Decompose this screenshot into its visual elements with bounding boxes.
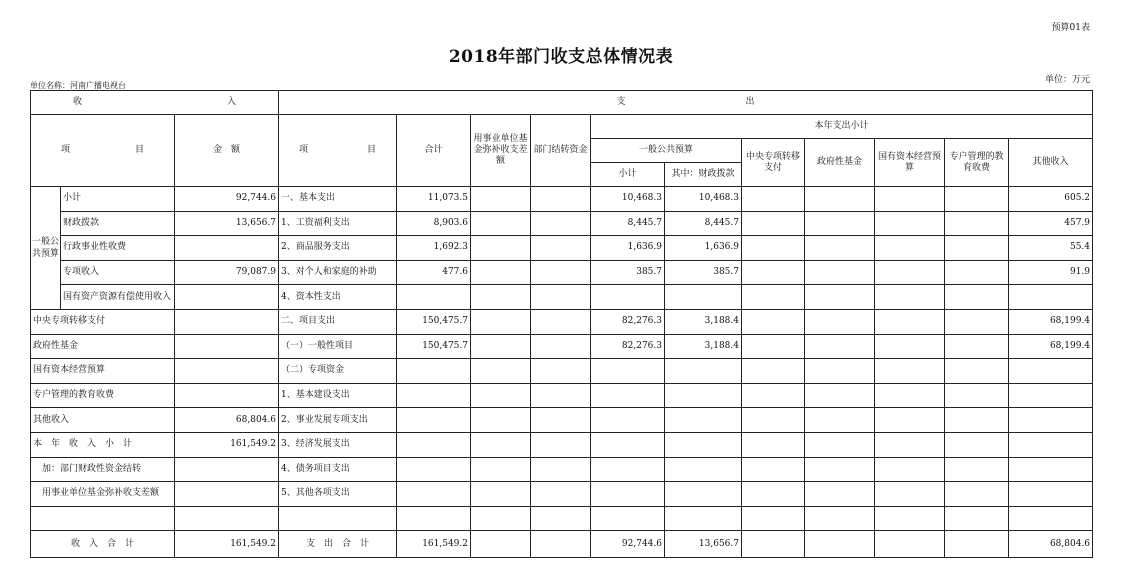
total-header: 合计 (397, 115, 471, 187)
edu-cell (945, 236, 1009, 261)
central-cell (742, 260, 805, 285)
other-cell (1009, 383, 1093, 408)
gov-cell (805, 236, 875, 261)
carry-cell (531, 531, 591, 558)
subtotal-cell (591, 506, 665, 531)
income-item-cell: 财政拨款 (61, 211, 175, 236)
carry-cell (531, 408, 591, 433)
central-cell (742, 359, 805, 384)
state-cell (875, 408, 945, 433)
exp-item-cell: 2、商品服务支出 (279, 236, 397, 261)
edu-cell (945, 359, 1009, 384)
other-cell (1009, 359, 1093, 384)
total-cell (397, 408, 471, 433)
dept-carryover-header: 部门结转资金 (531, 115, 591, 187)
total-cell: 477.6 (397, 260, 471, 285)
income-amount-cell (175, 457, 279, 482)
subtotal-cell (591, 285, 665, 310)
income-item-cell: 政府性基金 (31, 334, 175, 359)
edu-cell (945, 309, 1009, 334)
table-row (31, 334, 1093, 359)
carry-cell (531, 506, 591, 531)
state-cell (875, 309, 945, 334)
exp-item-cell: 1、工资福利支出 (279, 211, 397, 236)
fiscal-cell (665, 383, 742, 408)
carry-cell (531, 482, 591, 507)
total-cell (397, 457, 471, 482)
central-cell (742, 285, 805, 310)
fiscal-cell (665, 408, 742, 433)
edu-cell (945, 531, 1009, 558)
gov-cell (805, 408, 875, 433)
income-amount-cell: 13,656.7 (175, 211, 279, 236)
state-cell (875, 334, 945, 359)
fund-cell (471, 187, 531, 212)
income-item-cell: 小计 (61, 187, 175, 212)
state-cell (875, 359, 945, 384)
gov-cell (805, 211, 875, 236)
central-cell (742, 236, 805, 261)
carry-cell (531, 187, 591, 212)
gov-cell (805, 260, 875, 285)
edu-cell (945, 482, 1009, 507)
fiscal-cell (665, 457, 742, 482)
subtotal-cell (591, 359, 665, 384)
income-item-cell: 用事业单位基金弥补收支差额 (31, 482, 175, 507)
edu-cell (945, 383, 1009, 408)
exp-item-cell: 4、债务项目支出 (279, 457, 397, 482)
other-income-header: 其他收入 (1009, 139, 1093, 187)
income-amount-cell (175, 236, 279, 261)
subtotal-cell (591, 482, 665, 507)
income-amount-cell (175, 482, 279, 507)
fund-cell (471, 482, 531, 507)
central-cell (742, 408, 805, 433)
table-row (31, 457, 1093, 482)
state-cell (875, 187, 945, 212)
fund-makeup-header: 用事业单位基金弥补收支差额 (471, 115, 531, 187)
state-cell (875, 506, 945, 531)
income-item-cell: 国有资本经营预算 (31, 359, 175, 384)
edu-cell (945, 187, 1009, 212)
gov-cell (805, 506, 875, 531)
central-cell (742, 506, 805, 531)
exp-item-cell: 2、事业发展专项支出 (279, 408, 397, 433)
fund-cell (471, 334, 531, 359)
exp-item-cell: （二）专项资金 (279, 359, 397, 384)
central-cell (742, 482, 805, 507)
subtotal-cell (591, 383, 665, 408)
unit-label: 单位：万元 (1044, 75, 1090, 85)
income-amount-cell: 68,804.6 (175, 408, 279, 433)
other-cell: 68,199.4 (1009, 309, 1093, 334)
carry-cell (531, 309, 591, 334)
central-cell (742, 211, 805, 236)
other-cell: 605.2 (1009, 187, 1093, 212)
state-cell (875, 457, 945, 482)
central-cell (742, 187, 805, 212)
page-title: 2018年部门收支总体情况表 (448, 47, 674, 67)
table-row (31, 482, 1093, 507)
income-item-cell: 加：部门财政性资金结转 (31, 457, 175, 482)
fiscal-cell: 10,468.3 (665, 187, 742, 212)
table-row (31, 383, 1093, 408)
income-item-header: 项 目 (31, 115, 175, 187)
year-subtotal-header: 本年支出小计 (591, 115, 1093, 139)
state-capital-header: 国有资本经营预算 (875, 139, 945, 187)
fiscal-cell: 3,188.4 (665, 334, 742, 359)
state-cell (875, 432, 945, 457)
gov-cell (805, 187, 875, 212)
table-row (31, 285, 1093, 310)
table-row (31, 187, 1093, 212)
exp-item-cell: 支 出 合 计 (279, 531, 397, 558)
fund-cell (471, 531, 531, 558)
income-amount-cell (175, 359, 279, 384)
income-item-cell (31, 506, 175, 531)
fiscal-cell (665, 432, 742, 457)
income-amount-cell (175, 506, 279, 531)
income-amount-cell (175, 309, 279, 334)
subtotal-cell: 385.7 (591, 260, 665, 285)
table-row (31, 531, 1093, 558)
fund-cell (471, 211, 531, 236)
subtotal-cell: 82,276.3 (591, 334, 665, 359)
exp-item-cell: （一）一般性项目 (279, 334, 397, 359)
carry-cell (531, 432, 591, 457)
gov-cell (805, 334, 875, 359)
header-row-1 (31, 91, 1093, 115)
subtotal-header: 小计 (591, 163, 665, 187)
income-item-cell: 专项收入 (61, 260, 175, 285)
total-cell: 150,475.7 (397, 334, 471, 359)
central-transfer-header: 中央专项转移支付 (742, 139, 805, 187)
income-amount-cell: 92,744.6 (175, 187, 279, 212)
state-cell (875, 285, 945, 310)
state-cell (875, 531, 945, 558)
fund-cell (471, 309, 531, 334)
income-item-cell: 本 年 收 入 小 计 (31, 432, 175, 457)
form-number: 预算01表 (1051, 23, 1090, 33)
total-cell (397, 432, 471, 457)
carry-cell (531, 285, 591, 310)
total-cell: 11,073.5 (397, 187, 471, 212)
exp-item-cell: 4、资本性支出 (279, 285, 397, 310)
other-cell (1009, 285, 1093, 310)
fiscal-cell: 3,188.4 (665, 309, 742, 334)
carry-cell (531, 211, 591, 236)
subtotal-cell: 82,276.3 (591, 309, 665, 334)
gov-cell (805, 531, 875, 558)
other-cell: 68,199.4 (1009, 334, 1093, 359)
subtotal-cell: 1,636.9 (591, 236, 665, 261)
fiscal-cell: 8,445.7 (665, 211, 742, 236)
general-budget-group-label: 一般公共预算 (31, 187, 61, 310)
gov-cell (805, 383, 875, 408)
exp-item-cell: 1、基本建设支出 (279, 383, 397, 408)
table-row (31, 260, 1093, 285)
table-row (31, 309, 1093, 334)
income-item-cell: 其他收入 (31, 408, 175, 433)
income-amount-cell: 79,087.9 (175, 260, 279, 285)
other-cell (1009, 432, 1093, 457)
other-cell (1009, 408, 1093, 433)
carry-cell (531, 236, 591, 261)
subtotal-cell: 92,744.6 (591, 531, 665, 558)
fiscal-cell (665, 482, 742, 507)
income-header: 收 入 (31, 91, 279, 115)
gov-cell (805, 309, 875, 334)
fiscal-cell (665, 506, 742, 531)
other-cell (1009, 482, 1093, 507)
exp-item-cell: 3、经济发展支出 (279, 432, 397, 457)
central-cell (742, 334, 805, 359)
fund-cell (471, 506, 531, 531)
fund-cell (471, 260, 531, 285)
gov-cell (805, 457, 875, 482)
exp-item-cell: 3、对个人和家庭的补助 (279, 260, 397, 285)
subtotal-cell (591, 457, 665, 482)
total-cell: 161,549.2 (397, 531, 471, 558)
edu-cell (945, 432, 1009, 457)
carry-cell (531, 359, 591, 384)
gov-fund-header: 政府性基金 (805, 139, 875, 187)
total-cell (397, 383, 471, 408)
fund-cell (471, 432, 531, 457)
exp-item-cell: 5、其他各项支出 (279, 482, 397, 507)
other-cell: 91.9 (1009, 260, 1093, 285)
total-cell (397, 359, 471, 384)
income-item-cell: 国有资产资源有偿使用收入 (61, 285, 175, 310)
exp-item-cell (279, 506, 397, 531)
expense-item-header: 项 目 (279, 115, 397, 187)
exp-item-cell: 一、基本支出 (279, 187, 397, 212)
central-cell (742, 309, 805, 334)
edu-cell (945, 211, 1009, 236)
total-cell (397, 482, 471, 507)
header-row-2 (31, 115, 1093, 139)
central-cell (742, 432, 805, 457)
income-amount-cell (175, 334, 279, 359)
total-cell: 8,903.6 (397, 211, 471, 236)
fund-cell (471, 457, 531, 482)
total-cell (397, 285, 471, 310)
fiscal-cell: 1,636.9 (665, 236, 742, 261)
edu-cell (945, 285, 1009, 310)
exp-item-cell: 二、项目支出 (279, 309, 397, 334)
carry-cell (531, 334, 591, 359)
table-row (31, 408, 1093, 433)
gov-cell (805, 359, 875, 384)
carry-cell (531, 260, 591, 285)
table-row (31, 236, 1093, 261)
general-budget-header: 一般公共预算 (591, 139, 742, 163)
subtotal-cell (591, 432, 665, 457)
edu-cell (945, 408, 1009, 433)
state-cell (875, 236, 945, 261)
subtotal-cell: 8,445.7 (591, 211, 665, 236)
gov-cell (805, 482, 875, 507)
fiscal-cell: 385.7 (665, 260, 742, 285)
central-cell (742, 457, 805, 482)
income-item-cell: 专户管理的教育收费 (31, 383, 175, 408)
income-item-cell: 中央专项转移支付 (31, 309, 175, 334)
edu-cell (945, 457, 1009, 482)
edu-fee-header: 专户管理的教育收费 (945, 139, 1009, 187)
budget-table (30, 90, 1093, 558)
fiscal-cell (665, 359, 742, 384)
other-cell: 457.9 (1009, 211, 1093, 236)
fund-cell (471, 359, 531, 384)
other-cell (1009, 457, 1093, 482)
state-cell (875, 383, 945, 408)
income-item-cell: 行政事业性收费 (61, 236, 175, 261)
subtotal-cell: 10,468.3 (591, 187, 665, 212)
expense-header: 支 出 (279, 91, 1093, 115)
amount-header: 金 额 (175, 115, 279, 187)
other-cell: 55.4 (1009, 236, 1093, 261)
fiscal-header: 其中：财政拨款 (665, 163, 742, 187)
edu-cell (945, 506, 1009, 531)
income-amount-cell: 161,549.2 (175, 432, 279, 457)
gov-cell (805, 432, 875, 457)
total-cell: 1,692.3 (397, 236, 471, 261)
state-cell (875, 260, 945, 285)
fund-cell (471, 383, 531, 408)
fiscal-cell (665, 285, 742, 310)
state-cell (875, 482, 945, 507)
income-amount-cell: 161,549.2 (175, 531, 279, 558)
carry-cell (531, 457, 591, 482)
table-row (31, 432, 1093, 457)
edu-cell (945, 334, 1009, 359)
other-cell: 68,804.6 (1009, 531, 1093, 558)
unit-name: 单位名称：河南广播电视台 (30, 81, 126, 90)
gov-cell (805, 285, 875, 310)
central-cell (742, 531, 805, 558)
table-row (31, 506, 1093, 531)
income-amount-cell (175, 285, 279, 310)
carry-cell (531, 383, 591, 408)
fund-cell (471, 236, 531, 261)
subtotal-cell (591, 408, 665, 433)
state-cell (875, 211, 945, 236)
income-amount-cell (175, 383, 279, 408)
edu-cell (945, 260, 1009, 285)
table-row (31, 211, 1093, 236)
fund-cell (471, 408, 531, 433)
central-cell (742, 383, 805, 408)
fund-cell (471, 285, 531, 310)
income-item-cell: 收 入 合 计 (31, 531, 175, 558)
total-cell (397, 506, 471, 531)
total-cell: 150,475.7 (397, 309, 471, 334)
fiscal-cell: 13,656.7 (665, 531, 742, 558)
table-row (31, 359, 1093, 384)
other-cell (1009, 506, 1093, 531)
